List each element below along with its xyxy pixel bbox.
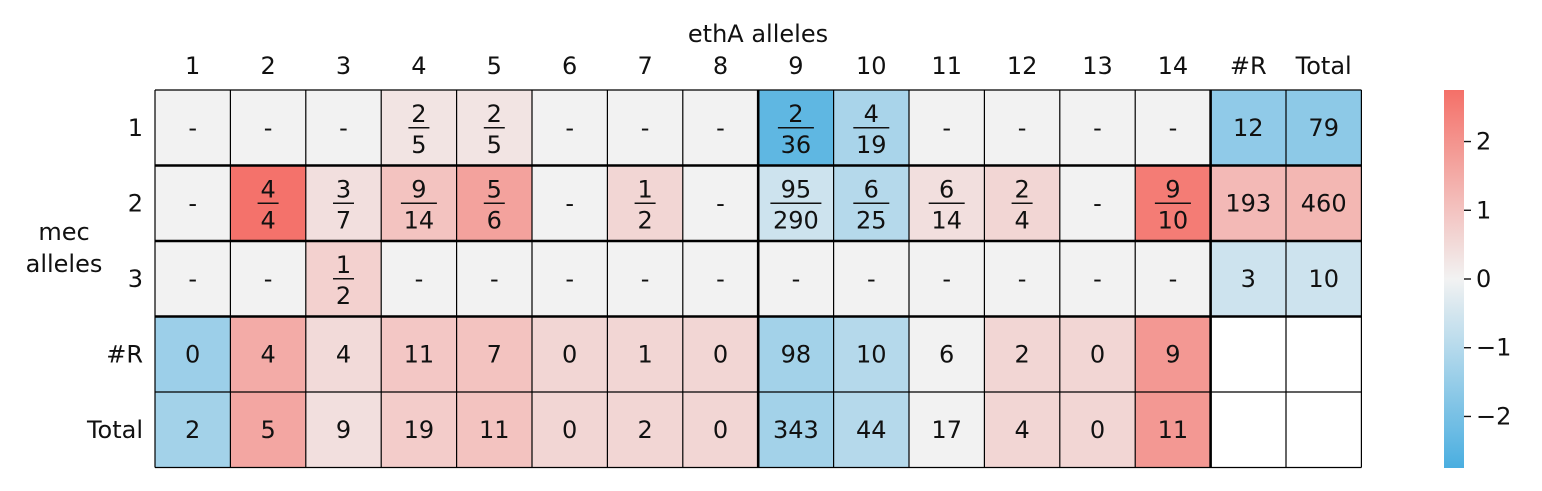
cell-denominator: 25: [856, 206, 887, 235]
cell-denominator: 5: [486, 130, 502, 159]
col-label: 6: [562, 52, 578, 80]
cell-value: 6: [939, 340, 955, 369]
cell-value: -: [188, 189, 198, 218]
cell-value: -: [942, 264, 952, 293]
cell-denominator: 7: [335, 206, 352, 235]
col-label: 12: [1006, 52, 1038, 80]
cell-value: 1: [637, 340, 653, 369]
heatmap-cell: [1211, 317, 1286, 393]
row-label: 1: [127, 113, 143, 142]
cell-value: -: [263, 113, 273, 142]
cell-value: 0: [1089, 340, 1106, 369]
cell-value: 10: [856, 340, 887, 369]
cell-denominator: 19: [856, 130, 887, 159]
row-label: Total: [86, 415, 143, 444]
col-label: 1: [185, 52, 201, 80]
colorbar: [1444, 90, 1511, 468]
colorbar-tick-label: 2: [1476, 127, 1492, 156]
cell-value: -: [1093, 264, 1102, 293]
col-label: 10: [856, 52, 887, 80]
cell-numerator: 9: [411, 175, 427, 204]
cell-value: 0: [185, 340, 201, 369]
col-label: 8: [712, 52, 729, 80]
row-label: #R: [106, 340, 143, 369]
cell-denominator: 14: [403, 206, 435, 235]
cell-value: 17: [931, 415, 962, 444]
heatmap-cell: [1286, 317, 1361, 393]
col-label: #R: [1229, 52, 1267, 80]
cell-value: -: [1168, 264, 1178, 293]
cell-denominator: 10: [1157, 206, 1189, 235]
cell-value: -: [716, 264, 725, 293]
cell-value: 12: [1233, 113, 1264, 142]
cell-value: 193: [1225, 189, 1272, 218]
col-label: 13: [1082, 52, 1113, 80]
cell-value: -: [565, 113, 575, 142]
cell-numerator: 5: [486, 175, 502, 204]
cell-value: 9: [1165, 340, 1181, 369]
col-label: 11: [931, 52, 962, 80]
cell-value: 0: [562, 415, 578, 444]
cell-value: -: [339, 113, 348, 142]
cell-value: -: [1017, 264, 1027, 293]
cell-value: 2: [185, 415, 201, 444]
col-label: 14: [1157, 52, 1189, 80]
cell-value: -: [716, 189, 725, 218]
col-label: 9: [788, 52, 804, 80]
cell-numerator: 4: [260, 175, 276, 204]
cell-value: 11: [479, 415, 510, 444]
cell-value: -: [565, 189, 575, 218]
cell-value: -: [716, 113, 725, 142]
cell-value: -: [188, 113, 198, 142]
cell-value: 4: [1014, 415, 1030, 444]
cell-value: 0: [712, 340, 729, 369]
cell-numerator: 95: [780, 175, 812, 204]
row-label: 3: [127, 264, 143, 293]
heatmap-cell: [1286, 392, 1361, 468]
cell-value: 19: [403, 415, 435, 444]
colorbar-tick-label: −2: [1476, 402, 1512, 431]
cell-value: -: [263, 264, 273, 293]
col-label: 7: [637, 52, 653, 80]
cell-value: 7: [486, 340, 502, 369]
cell-denominator: 290: [772, 206, 819, 235]
cell-value: -: [1017, 113, 1027, 142]
colorbar-tick-label: 1: [1476, 196, 1492, 225]
cell-denominator: 2: [335, 281, 352, 310]
cell-value: 5: [260, 415, 276, 444]
cell-numerator: 6: [939, 175, 955, 204]
colorbar-tick-label: −1: [1476, 333, 1512, 362]
cell-value: 4: [335, 340, 352, 369]
cell-value: -: [565, 264, 575, 293]
cell-denominator: 5: [411, 130, 427, 159]
cell-value: 2: [637, 415, 653, 444]
cell-value: 98: [780, 340, 812, 369]
cell-numerator: 1: [335, 250, 352, 279]
cell-value: -: [640, 264, 650, 293]
cell-numerator: 4: [863, 99, 879, 128]
col-label: 4: [411, 52, 427, 80]
cell-value: 44: [856, 415, 887, 444]
cell-value: 4: [260, 340, 276, 369]
cell-numerator: 2: [486, 99, 502, 128]
cell-value: -: [489, 264, 499, 293]
cell-value: -: [942, 113, 952, 142]
cell-value: 0: [1089, 415, 1106, 444]
colorbar-gradient: [1444, 90, 1464, 468]
cell-denominator: 2: [637, 206, 653, 235]
cell-numerator: 1: [637, 175, 653, 204]
cell-value: 0: [562, 340, 578, 369]
row-label: 2: [127, 189, 143, 218]
cell-numerator: 6: [863, 175, 879, 204]
cell-value: 2: [1014, 340, 1030, 369]
cell-value: 0: [712, 415, 729, 444]
cell-value: 11: [1157, 415, 1189, 444]
cell-value: -: [1093, 113, 1102, 142]
cell-value: -: [791, 264, 801, 293]
cell-value: 460: [1300, 189, 1347, 218]
cell-denominator: 6: [486, 206, 502, 235]
y-axis-label-line2: alleles: [25, 250, 103, 278]
colorbar-tick-label: 0: [1476, 265, 1492, 293]
col-label: 3: [335, 52, 352, 80]
cell-value: -: [188, 264, 198, 293]
cell-denominator: 4: [260, 206, 276, 235]
cell-denominator: 14: [931, 206, 962, 235]
col-label: 5: [486, 52, 502, 80]
cell-numerator: 2: [411, 99, 427, 128]
cell-value: 9: [335, 415, 352, 444]
cell-numerator: 3: [335, 175, 352, 204]
col-label: Total: [1295, 52, 1352, 80]
col-label: 2: [260, 52, 276, 80]
cell-value: -: [1093, 189, 1102, 218]
y-axis-label-line1: mec: [38, 218, 90, 246]
cell-denominator: 36: [780, 130, 812, 159]
cell-value: 10: [1308, 264, 1339, 293]
heatmap-cell: [1211, 392, 1286, 468]
cell-value: 79: [1308, 113, 1339, 142]
cell-denominator: 4: [1014, 206, 1030, 235]
cell-value: -: [640, 113, 650, 142]
cell-value: -: [414, 264, 424, 293]
cell-value: 343: [772, 415, 819, 444]
cell-value: -: [1168, 113, 1178, 142]
cell-value: -: [866, 264, 876, 293]
cell-value: 11: [403, 340, 435, 369]
cell-value: 3: [1240, 264, 1256, 293]
chart-title: ethA alleles: [687, 20, 829, 48]
cell-numerator: 2: [1014, 175, 1030, 204]
cell-numerator: 9: [1165, 175, 1181, 204]
cell-numerator: 2: [788, 99, 804, 128]
